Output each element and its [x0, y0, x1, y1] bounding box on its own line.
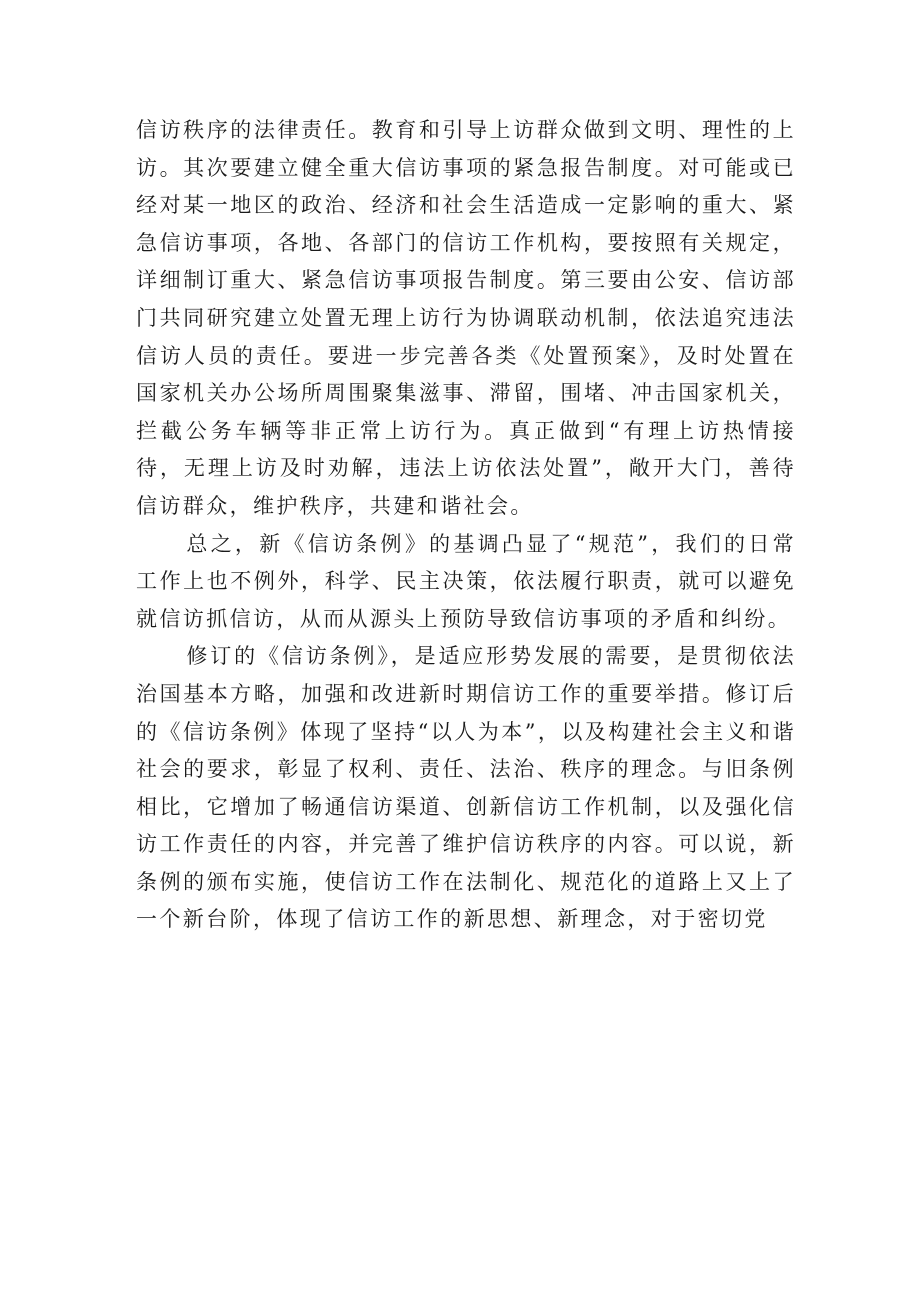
paragraph-1: 信访秩序的法律责任。教育和引导上访群众做到文明、理性的上访。其次要建立健全重大信访事项的紧急报告制度。对可能或已经对某一地区的政治、经济和社会生活造成一定影响的重大、紧急信访事项，各地、各部门的信访工作机构，要按照有关规定，详细制订重大、紧急信访事项报告制度。第三要由公安、信访部门共同研究建立处置无理上访行为协调联动机制，依法追究违法信访人员的责任。要进一步完善各类《处置预案》，及时处置在国家机关办公场所周围聚集滋事、滞留，围堵、冲击国家机关，拦截公务车辆等非正常上访行为。真正做到“有理上访热情接待，无理上访及时劝解，违法上访依法处置”，敞开大门，善待信访群众，维护秩序，共建和谐社会。 [136, 118, 796, 518]
document-body [136, 112, 796, 939]
paragraph-2: 总之，新《信访条例》的基调凸显了“规范”，我们的日常工作上也不例外，科学、民主决策，依法履行职责，就可以避免就信访抓信访，从而从源头上预防导致信访事项的矛盾和纠纷。 [136, 531, 796, 631]
paragraph-3: 修订的《信访条例》，是适应形势发展的需要，是贯彻依法治国基本方略，加强和改进新时期信访工作的重要举措。修订后的《信访条例》体现了坚持“以人为本”，以及构建社会主义和谐社会的要求，彰显了权利、责任、法治、秩序的理念。与旧条例相比，它增加了畅通信访渠道、创新信访工作机制，以及强化信访工作责任的内容，并完善了维护信访秩序的内容。可以说，新条例的颁布实施，使信访工作在法制化、规范化的道路上又上了一个新台阶，体现了信访工作的新思想、新理念，对于密切党 [136, 644, 796, 932]
